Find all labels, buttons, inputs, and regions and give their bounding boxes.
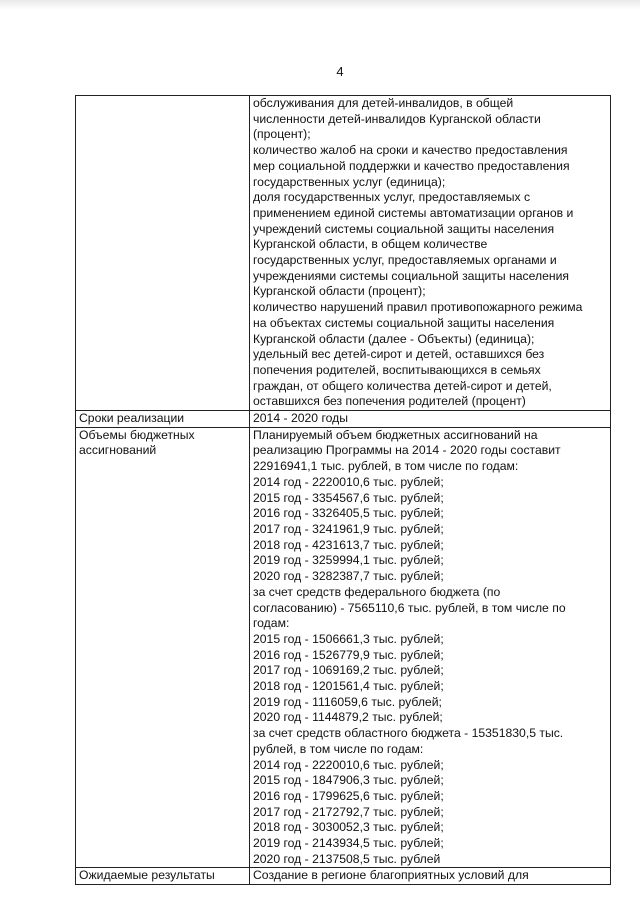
text-line: мер социальной поддержки и качество предоставления [253, 158, 570, 173]
row-value [250, 411, 611, 428]
text-line: Создание в регионе благоприятных условий для [253, 868, 529, 883]
text-line: 2014 год - 2220010,6 тыс. рублей; [253, 474, 444, 489]
row-value [250, 868, 611, 885]
text-line: доля государственных услуг, предоставляемых с [253, 190, 531, 205]
row-label: Объемы бюджетных ассигнований [76, 427, 250, 868]
scan-edge [0, 0, 640, 10]
row-label [76, 96, 250, 411]
text-line: 2019 год - 3259994,1 тыс. рублей; [253, 553, 444, 568]
text-line: рублей, в том числе по годам: [253, 741, 424, 756]
text-line: 2014 год - 2220010,6 тыс. рублей; [253, 757, 444, 772]
text-line: 2017 год - 2172792,7 тыс. рублей; [253, 804, 444, 819]
text-line: 2015 год - 1847906,3 тыс. рублей; [253, 773, 444, 788]
text-line: учреждениями системы социальной защиты населения [253, 268, 570, 283]
program-passport-table [75, 95, 611, 885]
text-line: 2016 год - 1526779,9 тыс. рублей; [253, 647, 444, 662]
text-line: (процент); [253, 127, 311, 142]
text-line: 2015 год - 3354567,6 тыс. рублей; [253, 490, 444, 505]
text-line: оставшихся без попечения родителей (процент) [253, 394, 526, 409]
text-line: 2018 год - 4231613,7 тыс. рублей; [253, 537, 444, 552]
text-line: 2019 год - 2143934,5 тыс. рублей; [253, 836, 444, 851]
text-line: 2018 год - 3030052,3 тыс. рублей; [253, 820, 444, 835]
text-line: Курганской области, в общем количестве [253, 237, 488, 252]
text-line: за счет средств федерального бюджета (по [253, 584, 501, 599]
text-line: годам: [253, 616, 290, 631]
text-line: 2018 год - 1201561,4 тыс. рублей; [253, 679, 444, 694]
table-row [76, 427, 611, 868]
text-line: 2017 год - 3241961,9 тыс. рублей; [253, 521, 444, 536]
text-line: Курганской области (процент); [253, 284, 426, 299]
text-line: 2014 - 2020 годы [253, 411, 349, 426]
text-line: государственных услуг (единица); [253, 174, 446, 189]
text-line: удельный вес детей-сирот и детей, оставшихся без [253, 347, 545, 362]
table-row [76, 96, 611, 411]
text-line: Планируемый объем бюджетных ассигнований на [253, 427, 538, 442]
text-line: реализацию Программы на 2014 - 2020 годы составит [253, 443, 561, 458]
text-line: 2015 год - 1506661,3 тыс. рублей; [253, 631, 444, 646]
text-line: граждан, от общего количества детей-сирот и детей, [253, 378, 552, 393]
text-line: 2020 год - 1144879,2 тыс. рублей; [253, 710, 443, 725]
row-label: Ожидаемые результаты [76, 868, 250, 885]
text-line: 2017 год - 1069169,2 тыс. рублей; [253, 663, 444, 678]
text-line: на объектах системы социальной защиты населения [253, 315, 555, 330]
text-line: 22916941,1 тыс. рублей, в том числе по годам: [253, 459, 519, 474]
text-line: количество нарушений правил противопожарного режима [253, 300, 583, 315]
text-line: 2016 год - 3326405,5 тыс. рублей; [253, 506, 444, 521]
text-line: 2020 год - 3282387,7 тыс. рублей; [253, 569, 444, 584]
passport-table-body [76, 96, 611, 885]
row-label: Сроки реализации [76, 411, 250, 428]
page-number: 4 [336, 64, 344, 79]
text-line: за счет средств областного бюджета - 15351830,5 тыс. [253, 726, 564, 741]
text-line: попечения родителей, воспитывающихся в семьях [253, 362, 541, 377]
text-line: 2019 год - 1116059,6 тыс. рублей; [253, 694, 442, 709]
text-line: учреждений системы социальной защиты населения [253, 221, 555, 236]
text-line: 2020 год - 2137508,5 тыс. рублей [253, 851, 441, 866]
text-line: Курганской области (далее - Объекты) (единица); [253, 331, 535, 346]
text-line: 2016 год - 1799625,6 тыс. рублей; [253, 788, 444, 803]
text-line: государственных услуг, предоставляемых органами и [253, 253, 557, 268]
text-line: согласованию) - 7565110,6 тыс. рублей, в том числе по [253, 600, 566, 615]
table-row [76, 411, 611, 428]
row-value [250, 96, 611, 411]
row-value [250, 427, 611, 868]
text-line: численности детей-инвалидов Курганской области [253, 111, 541, 126]
table-row [76, 868, 611, 885]
text-line: применением единой системы автоматизации органов и [253, 205, 574, 220]
text-line: обслуживания для детей-инвалидов, в общей [253, 96, 514, 110]
text-line: количество жалоб на сроки и качество предоставления [253, 143, 568, 158]
